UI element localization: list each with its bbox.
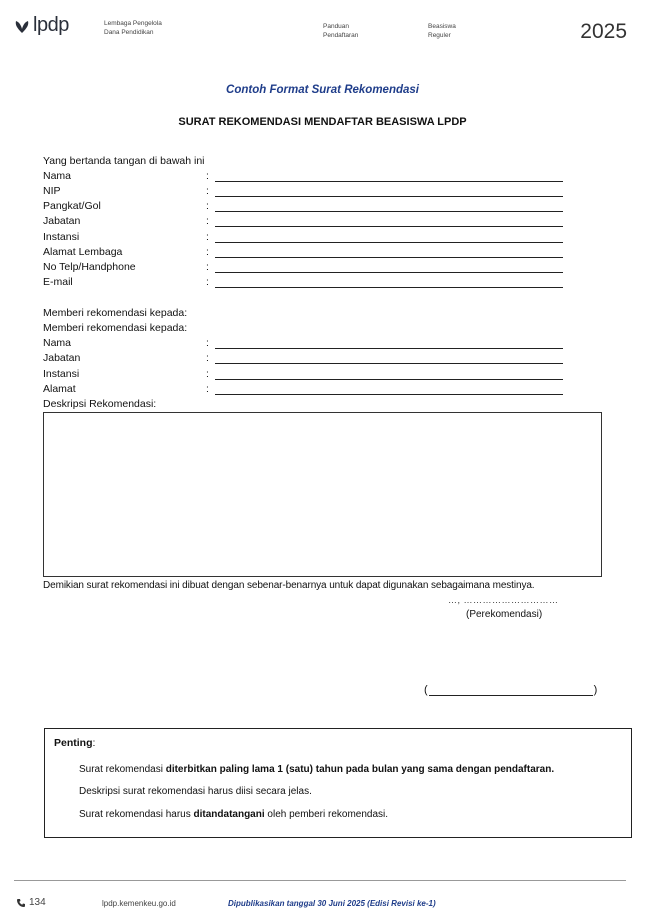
signature-blank — [429, 685, 593, 696]
description-box — [43, 412, 602, 577]
recommend-to-text-1: Memberi rekomendasi kepada: — [43, 307, 188, 319]
phone-icon — [16, 898, 26, 908]
footer-divider — [14, 880, 626, 881]
field-colon: : — [206, 246, 209, 258]
fill-line — [215, 348, 563, 349]
logo-text: lpdp — [33, 14, 69, 36]
field-label: Instansi — [43, 368, 80, 380]
lpdp-logo — [14, 14, 69, 37]
recipient-field-position — [43, 351, 563, 366]
closing-statement: Demikian surat rekomendasi ini dibuat dengan sebenar-benarnya untuk dapat digunakan sebagaimana mestinya. — [43, 580, 535, 591]
important-item-3-text: Surat rekomendasi harus — [79, 809, 194, 820]
header-nav-scholarship — [428, 22, 456, 40]
footer-page — [16, 897, 46, 908]
field-label: Nama — [43, 170, 72, 182]
signature-line — [424, 684, 597, 696]
field-label: E-mail — [43, 276, 73, 288]
important-item-3-tail: oleh pemberi rekomendasi. — [264, 809, 389, 820]
signature-open-paren: ( — [424, 684, 428, 696]
fill-line — [215, 379, 563, 380]
org-name-line1: Lembaga Pengelola — [104, 20, 162, 27]
field-label: Jabatan — [43, 215, 81, 227]
signer-field-name — [43, 169, 563, 184]
header-nav-scholarship-line2: Reguler — [428, 32, 451, 39]
field-colon: : — [206, 352, 209, 364]
field-label: NIP — [43, 185, 61, 197]
footer-published-date: Dipublikasikan tanggal 30 Juni 2025 (Edisi Revisi ke-1) — [228, 899, 436, 908]
recommender-label: (Perekomendasi) — [466, 609, 543, 620]
important-title-colon: : — [92, 737, 96, 749]
fill-line — [215, 363, 563, 364]
fill-line — [215, 257, 563, 258]
signer-field-institution — [43, 230, 563, 245]
lpdp-leaf-icon — [14, 18, 30, 34]
footer-url[interactable]: lpdp.kemenkeu.go.id — [102, 899, 176, 908]
fill-line — [215, 394, 563, 395]
fill-line — [215, 242, 563, 243]
important-item-1 — [79, 764, 554, 775]
field-colon: : — [206, 170, 209, 182]
field-label: Alamat Lembaga — [43, 246, 123, 258]
field-colon: : — [206, 185, 209, 197]
fill-line — [215, 181, 563, 182]
place-date-line: …, ………………………… — [448, 595, 559, 605]
field-colon: : — [206, 383, 209, 395]
important-item-3-bold: ditandatangani — [193, 809, 265, 820]
signer-field-phone — [43, 260, 563, 275]
field-colon: : — [206, 215, 209, 227]
header-nav-guide — [323, 22, 358, 40]
fill-line — [215, 226, 563, 227]
header-nav-guide-line1: Panduan — [323, 23, 350, 30]
field-label: Nama — [43, 337, 72, 349]
recipient-field-name — [43, 336, 563, 351]
important-item-2: Deskripsi surat rekomendasi harus diisi secara jelas. — [79, 786, 312, 797]
field-colon: : — [206, 337, 209, 349]
field-colon: : — [206, 276, 209, 288]
header-year: 2025 — [580, 20, 627, 43]
description-label: Deskripsi Rekomendasi: — [43, 398, 157, 410]
field-colon: : — [206, 261, 209, 273]
header-nav-scholarship-line1: Beasiswa — [428, 23, 456, 30]
important-notes-box — [44, 728, 632, 838]
important-title — [54, 737, 95, 749]
signer-field-nip — [43, 184, 563, 199]
fill-line — [215, 287, 563, 288]
signer-field-position — [43, 214, 563, 229]
document-subtitle: Contoh Format Surat Rekomendasi — [226, 84, 419, 96]
important-item-1-text: Surat rekomendasi — [79, 764, 166, 775]
signer-field-email — [43, 275, 563, 290]
field-label: Jabatan — [43, 352, 81, 364]
important-item-1-bold: diterbitkan paling lama 1 (satu) tahun pada bulan yang sama dengan pendaftaran. — [165, 764, 555, 775]
recipient-field-address — [43, 382, 563, 397]
fill-line — [215, 196, 563, 197]
field-label: Pangkat/Gol — [43, 200, 101, 212]
field-label: Alamat — [43, 383, 76, 395]
fill-line — [215, 211, 563, 212]
signer-field-address — [43, 245, 563, 260]
field-colon: : — [206, 368, 209, 380]
page-number: 134 — [29, 897, 46, 908]
intro-text: Yang bertanda tangan di bawah ini — [43, 155, 205, 167]
header-nav-guide-line2: Pendaftaran — [323, 32, 359, 39]
fill-line — [215, 272, 563, 273]
org-name — [104, 19, 162, 37]
org-name-line2: Dana Pendidikan — [104, 29, 154, 36]
signature-close-paren: ) — [593, 684, 598, 696]
document-title: SURAT REKOMENDASI MENDAFTAR BEASISWA LPDP — [178, 116, 467, 128]
important-item-3 — [79, 809, 388, 820]
recommend-to-text-2: Memberi rekomendasi kepada: — [43, 322, 188, 334]
field-label: Instansi — [43, 231, 80, 243]
field-colon: : — [206, 231, 209, 243]
important-title-text: Penting — [54, 737, 93, 749]
signer-field-rank — [43, 199, 563, 214]
recipient-field-institution — [43, 367, 563, 382]
field-label: No Telp/Handphone — [43, 261, 136, 273]
field-colon: : — [206, 200, 209, 212]
